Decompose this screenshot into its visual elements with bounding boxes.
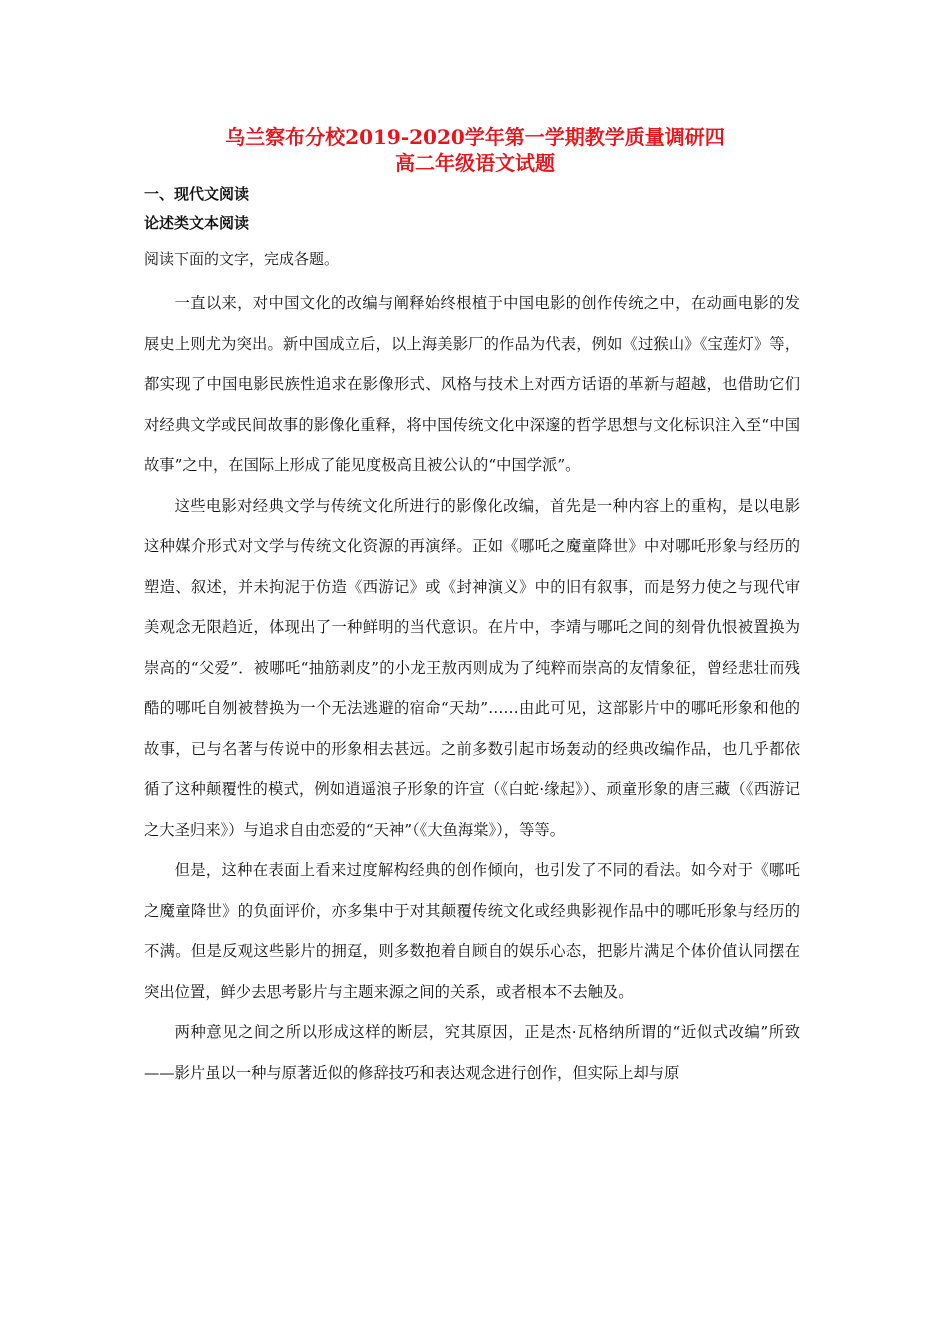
section-heading: 一、现代文阅读 — [144, 185, 250, 203]
paragraph: 但是，这种在表面上看来过度解构经典的创作倾向，也引发了不同的看法。如今对于《哪吒之魔童降世》的负面评价，亦多集中于对其颠覆传统文化或经典影视作品中的哪吒形象与经历的不满。但是反观这些影片的拥趸，则多数抱着自顾自的娱乐心态，把影片满足个体价值认同摆在突出位置，鲜少去思考影片与主题来源之间的关系，或者根本不去触及。 — [144, 861, 800, 1001]
paragraph: 一直以来，对中国文化的改编与阐释始终根植于中国电影的创作传统之中，在动画电影的发展史上则尤为突出。新中国成立后，以上海美影厂的作品为代表，例如《过猴山》《宝莲灯》等，都实现了中国电影民族性追求在影像形式、风格与技术上对西方话语的革新与超越，也借助它们对经典文学或民间故事的影像化重释，将中国传统文化中深邃的哲学思想与文化标识注入至“中国故事”之中，在国际上形成了能见度极高且被公认的“中国学派”。 — [144, 294, 800, 474]
article-body — [144, 283, 800, 1093]
paragraph: 两种意见之间之所以形成这样的断层，究其原因，正是杰·瓦格纳所谓的“近似式改编”所致——影片虽以一种与原著近似的修辞技巧和表达观念进行创作，但实际上却与原 — [144, 1023, 800, 1082]
document-title-line2: 高二年级语文试题 — [395, 151, 555, 175]
reading-instruction: 阅读下面的文字，完成各题。 — [144, 250, 340, 268]
subsection-heading: 论述类文本阅读 — [144, 214, 250, 232]
document-title-line1: 乌兰察布分校2019-2020学年第一学期教学质量调研四 — [225, 125, 725, 149]
paragraph: 这些电影对经典文学与传统文化所进行的影像化改编，首先是一种内容上的重构，是以电影这种媒介形式对文学与传统文化资源的再演绎。正如《哪吒之魔童降世》中对哪吒形象与经历的塑造、叙述，并未拘泥于仿造《西游记》或《封神演义》中的旧有叙事，而是努力使之与现代审美观念无限趋近，体现出了一种鲜明的当代意识。在片中，李靖与哪吒之间的刻骨仇恨被置换为崇高的“父爱”．被哪吒“抽筋剥皮”的小龙王敖丙则成为了纯粹而崇高的友情象征，曾经悲壮而残酷的哪吒自刎被替换为一个无法逃避的宿命“天劫”……由此可见，这部影片中的哪吒形象和他的故事，已与名著与传说中的形象相去甚远。之前多数引起市场轰动的经典改编作品，也几乎都依循了这种颠覆性的模式，例如逍遥浪子形象的许宣（《白蛇·缘起》）、顽童形象的唐三藏（《西游记之大圣归来》）与追求自由恋爱的“天神”（《大鱼海棠》），等等。 — [144, 496, 800, 839]
